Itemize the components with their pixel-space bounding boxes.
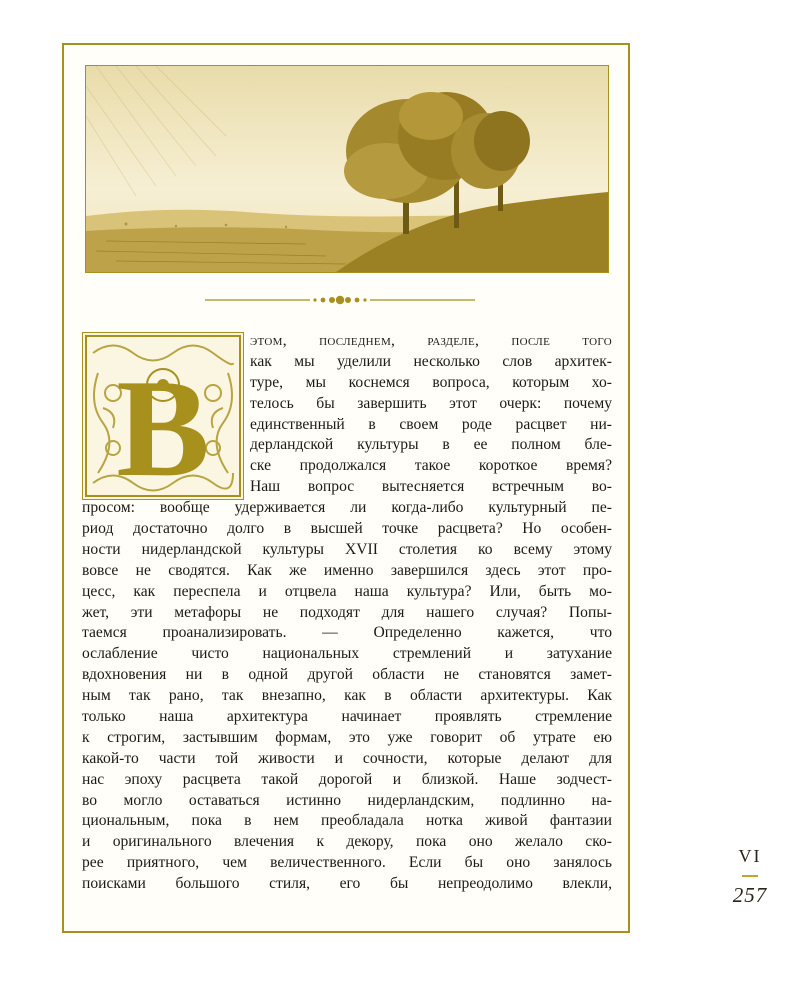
text-line: только наша архитектура начинает проявлять стремление [82,708,612,726]
text-line: во могло оставаться истинно нидерландским, подлинно на- [82,791,612,809]
text-line: нас эпоху расцвета такой дорогой и близкой. Наше зодчест- [82,770,612,788]
text-line: цесс, как переспела и отцвела наша культура? Или, быть мо- [82,582,612,600]
text-line: циональным, пока в нем преобладала нотка живой фантазии [82,812,612,830]
text-line: ности нидерландской культуры XVII столетия ко всему этому [82,540,612,558]
text-line: единственный в своем роде расцвет ни- [250,415,612,433]
text-line: просом: вообще удерживается ли когда-либо культурный пе- [82,499,612,517]
text-line: какой-то части той живости и сочности, которые делают для [82,749,612,767]
landscape-engraving-icon [85,65,609,273]
text-line: телось бы завершить этот очерк: почему [250,394,612,412]
text-line: к строгим, застывшим формам, это уже говорит об утрате ею [82,728,612,746]
margin-rule [742,875,758,877]
dropcap-letter: В [116,351,210,499]
text-line: таемся проанализировать. — Определенно кажется, что [82,624,612,642]
text-line: ным так рано, так внезапно, как в области архитектуры. Как [82,687,612,705]
text-line: этом, последнем, разделе, после того [250,332,612,349]
text-line: вовсе не сводятся. Как же именно завершился здесь этот про- [82,561,612,579]
text-line: рее приятного, чем величественного. Если бы оно занялось [82,854,612,872]
text-line: как мы уделили несколько слов архитек- [250,352,612,370]
text-line: дерландской культуры в ее полном бле- [250,436,612,454]
text-line: туре, мы коснемся вопроса, которым хо- [250,373,612,391]
decorative-divider-icon [205,292,475,308]
text-line: ослабление чисто национальных стремлений и затухание [82,645,612,663]
text-line: поисками большого стиля, его бы непреодолимо влекли, [82,875,612,893]
page-number: 257 [732,883,768,907]
text-line: риод достаточно долго в высшей точке расцвета? Но особен- [82,520,612,538]
text-line: жет, эти метафоры не подходят для нашего случая? Попы- [82,603,612,621]
text-line: вдохновения ни в одной другой области не становятся замет- [82,666,612,684]
margin-note [720,845,780,907]
page-frame [62,43,630,933]
text-line: и оригинального влечения к декору, пока оно желало ско- [82,833,612,851]
body-text [82,331,612,895]
text-line: Наш вопрос вытесняется встречным во- [250,478,612,496]
chapter-number: VI [738,846,762,866]
text-line: ске продолжался такое короткое время? [250,457,612,475]
